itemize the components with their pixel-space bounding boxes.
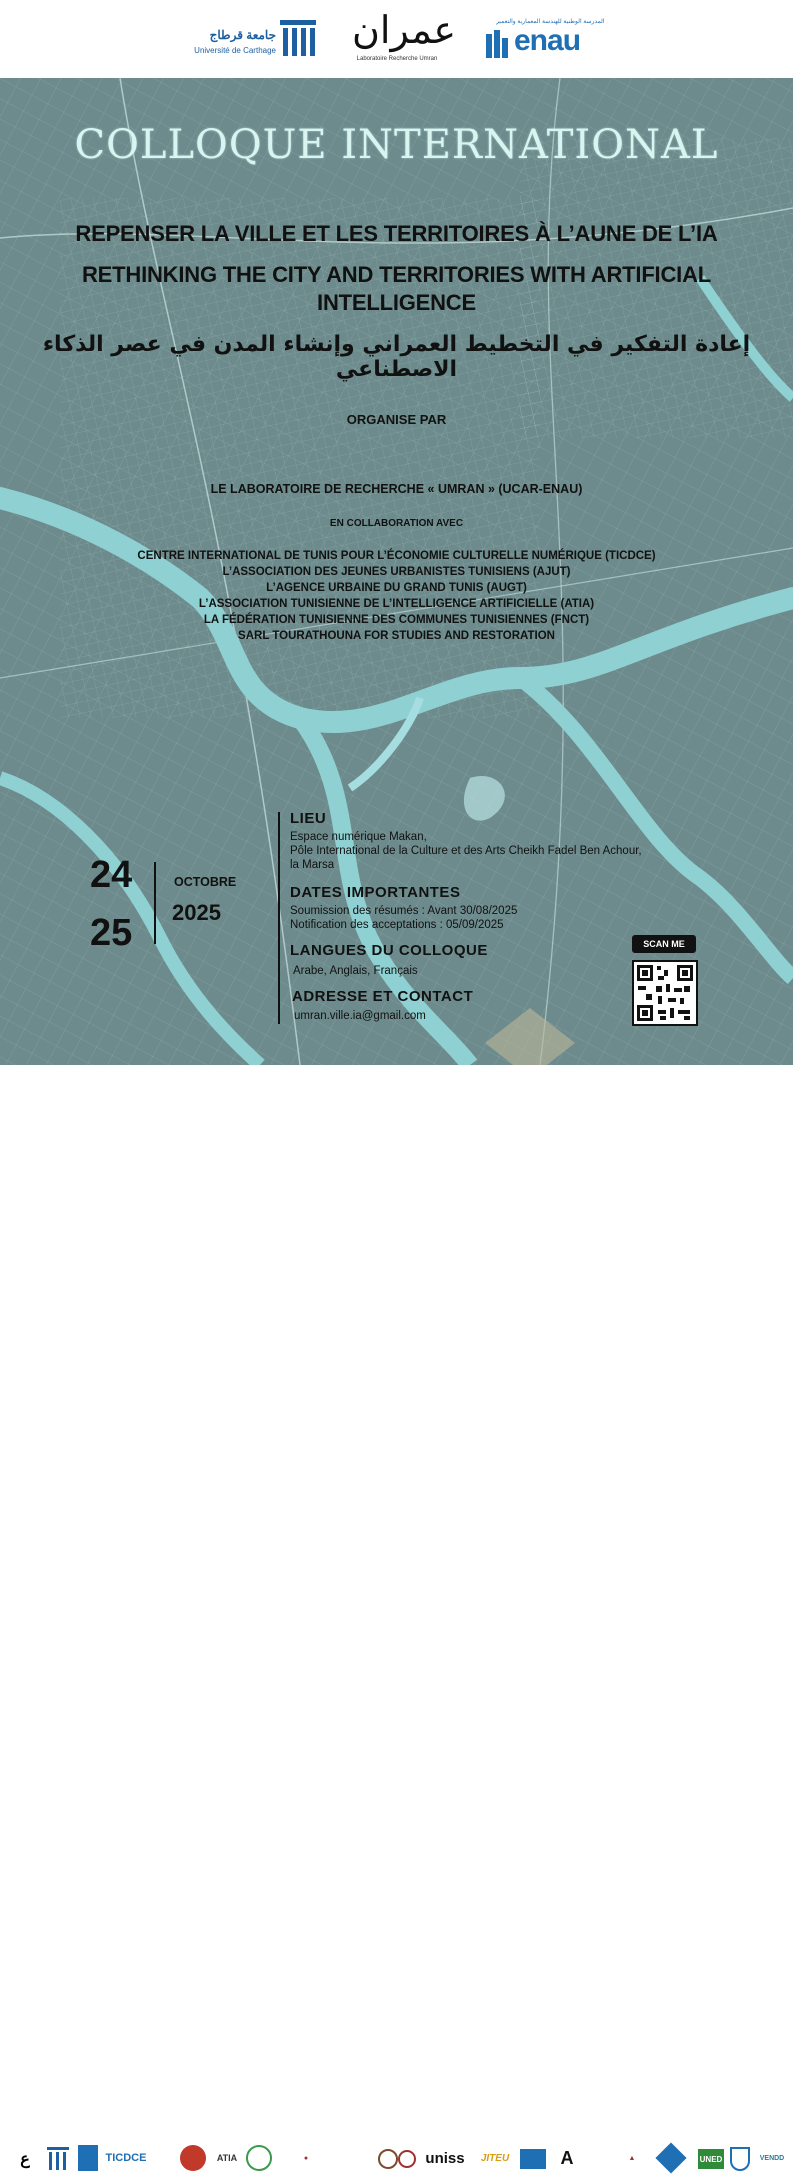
subtitle-fr: REPENSER LA VILLE ET LES TERRITOIRES À L’AUNE DE L’IA [75,221,718,246]
langues-value: Arabe, Anglais, Français [293,965,418,977]
contact-email[interactable]: umran.ville.ia@gmail.com [294,1010,426,1022]
partner-item: L’ASSOCIATION DES JEUNES URBANISTES TUNISIENS (AJUT) [222,566,571,578]
enau-name-ar: المدرسة الوطنية للهندسة المعمارية والتعمير [496,19,605,25]
langues-title: LANGUES DU COLLOQUE [290,942,488,959]
footer-logos [0,1065,793,2168]
partners-list [0,548,793,644]
day-25: 25 [90,912,133,954]
umran-logo [352,4,457,74]
lieu-details [290,830,642,872]
lieu-line: Espace numérique Makan, [290,831,427,843]
carthage-name-ar: جامعة قرطاج [209,28,276,42]
partner-item: LA FÉDÉRATION TUNISIENNE DES COMMUNES TUNISIENNES (FNCT) [203,614,590,626]
colloque-title: COLLOQUE INTERNATIONAL [74,122,719,168]
enau-logo [486,18,626,64]
info-divider [278,812,280,1024]
subtitle-ar: إعادة التفكير في التخطيط العمراني وإنشاء المدن في عصر الذكاء الاصطناعي [42,332,751,382]
fnct-logo [180,2145,206,2171]
dates-divider [154,862,156,944]
a-logo: A [560,2147,574,2168]
qr-code-icon [634,962,696,1024]
partner-logo-ar: ● [303,2154,309,2162]
augt-logo [246,2145,272,2171]
collaboration-label: EN COLLABORATION AVEC [329,518,464,529]
carthage-footer-icon [46,2143,70,2173]
dates-importantes-title: DATES IMPORTANTES [290,884,461,901]
partner-item: CENTRE INTERNATIONAL DE TUNIS POUR L’ÉCONOMIE CULTURELLE NUMÉRIQUE (TICDCE) [137,550,656,562]
uned-logo: UNED [698,2149,724,2169]
subtitle-en-line1: RETHINKING THE CITY AND TERRITORIES WITH ARTIFICIAL [81,262,711,287]
partner-logo-blue [520,2149,546,2169]
ticdce-logo: TICDCE [105,2152,147,2164]
partner-item: SARL TOURATHOUNA FOR STUDIES AND RESTORATION [238,630,555,642]
scan-me-label: SCAN ME [632,935,696,953]
month-label: OCTOBRE [174,875,237,889]
umran-logo-text: عمران [352,8,457,52]
municipal-logo: ▲ [628,2154,636,2162]
day-24: 24 [90,854,133,896]
carthage-logo [190,14,322,68]
carthage-name-fr: Université de Carthage [194,46,276,55]
partner-item: L’ASSOCIATION TUNISIENNE DE L’INTELLIGENCE ARTIFICIELLE (ATIA) [198,598,595,610]
lieu-line: Pôle International de la Culture et des Arts Cheikh Fadel Ben Achour, [290,845,642,857]
qr-code[interactable] [632,960,698,1026]
lieu-title: LIEU [290,810,327,827]
laboratory-name: LE LABORATOIRE DE RECHERCHE « UMRAN » (UCAR-ENAU) [210,482,583,496]
date-line: Soumission des résumés : Avant 30/08/2025 [290,905,518,917]
umran-footer-logo: ع [20,2148,30,2168]
map-background [0,78,793,1065]
seal-logo [378,2149,398,2169]
partner-logo-diamond [655,2142,686,2173]
carthage-columns-icon [278,16,318,60]
year-label: 2025 [172,900,221,925]
enau-wordmark: enau [514,24,581,57]
enau-mark-icon [486,28,512,58]
seal-logo-2 [398,2150,416,2168]
organise-par-label: ORGANISE PAR [346,412,447,427]
lieu-line: la Marsa [290,859,335,871]
enau-footer-logo [78,2145,98,2171]
subtitle-en-line2: INTELLIGENCE [317,290,476,315]
crest-logo [730,2147,750,2171]
vendd-logo: VENDD [759,2154,785,2162]
contact-title: ADRESSE ET CONTACT [292,988,474,1005]
dates-importantes-details [290,904,517,932]
header [0,0,793,78]
umran-logo-subtitle: Laboratoire Recherche Umran [356,56,438,62]
date-line: Notification des acceptations : 05/09/2025 [290,919,504,931]
jiteu-logo: JITEU [480,2152,510,2164]
partner-item: L’AGENCE URBAINE DU GRAND TUNIS (AUGT) [266,582,527,594]
uniss-logo: uniss [425,2149,465,2167]
atia-logo: ATIA [216,2153,238,2163]
